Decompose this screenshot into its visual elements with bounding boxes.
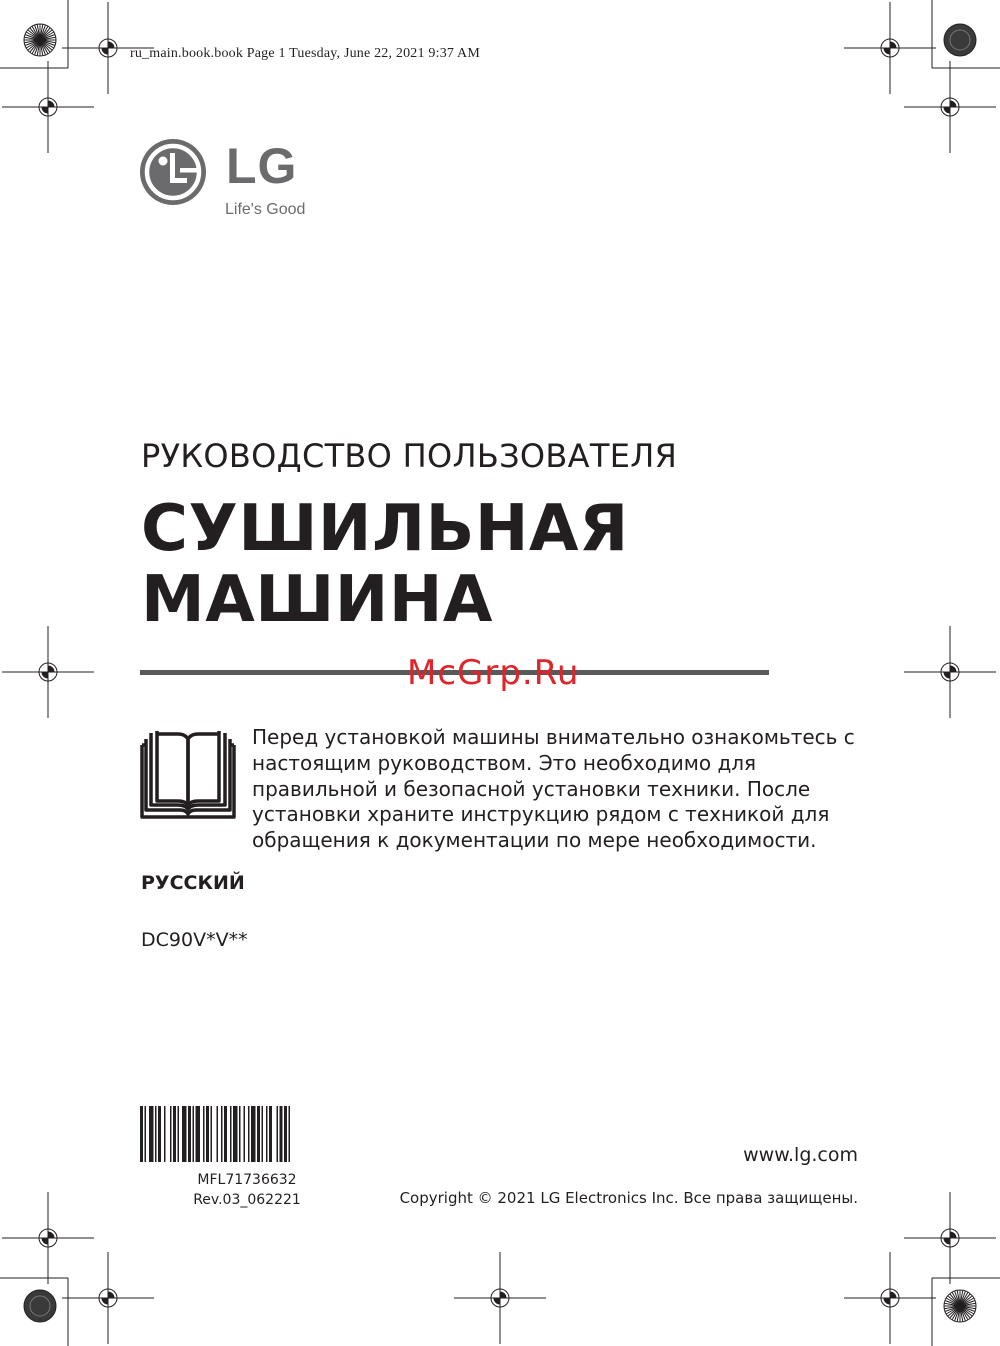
- brand-slogan: Life's Good: [225, 201, 306, 218]
- document-type: РУКОВОДСТВО ПОЛЬЗОВАТЕЛЯ: [141, 437, 678, 475]
- copyright: Copyright © 2021 LG Electronics Inc. Все права защищены.: [399, 1189, 858, 1207]
- notice-text: Перед установкой машины внимательно ознакомьтесь с настоящим руководством. Это необходимо для правильной и безопасной установки техники. После установки храните инструкцию рядом с техникой для обращения к документации по мере необходимости.: [252, 725, 855, 853]
- revision: Rev.03_062221: [193, 1192, 301, 1208]
- print-header: ru_main.book.book Page 1 Tuesday, June 22, 2021 9:37 AM: [130, 46, 480, 61]
- part-number: MFL71736632: [197, 1172, 297, 1188]
- model-number: DC90V*V**: [141, 929, 248, 951]
- watermark: McGrp.Ru: [407, 653, 580, 693]
- part-number-block: [140, 1170, 354, 1210]
- open-book-icon: [140, 729, 236, 819]
- language-label: РУССКИЙ: [141, 872, 245, 894]
- product-title-line-1: СУШИЛЬНАЯ: [141, 492, 629, 566]
- website-link[interactable]: www.lg.com: [743, 1144, 858, 1166]
- product-title: [141, 494, 629, 636]
- logo-wordmark: LG: [226, 138, 298, 194]
- product-title-line-2: МАШИНА: [141, 563, 493, 637]
- barcode: [140, 1106, 354, 1162]
